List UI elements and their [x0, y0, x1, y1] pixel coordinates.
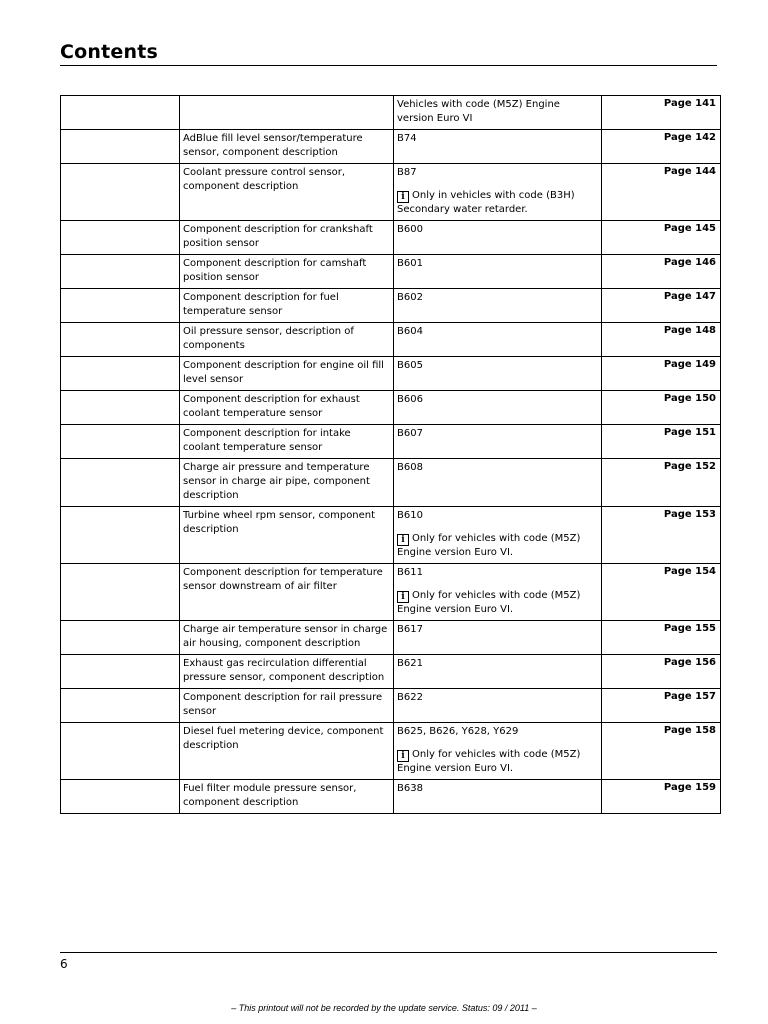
- row-component-code: B608: [397, 462, 423, 473]
- row-title: Charge air temperature sensor in charge air housing, component description: [180, 621, 394, 655]
- table-row: [61, 391, 721, 425]
- row-component-code: B87: [397, 167, 417, 178]
- row-component-code: B601: [397, 258, 423, 269]
- row-component-code: Vehicles with code (M5Z) Engine version Euro VI: [397, 99, 560, 124]
- row-blank-cell: [61, 564, 180, 621]
- row-component-code: B625, B626, Y628, Y629: [397, 726, 519, 737]
- row-note-text: Only in vehicles with code (B3H) Secondary water retarder.: [397, 190, 575, 215]
- row-note: [397, 189, 598, 217]
- row-note: [397, 748, 598, 776]
- title-rule: [60, 65, 717, 66]
- row-component-code-cell: [394, 689, 602, 723]
- footer-rule: [60, 952, 717, 953]
- row-note-text: Only for vehicles with code (M5Z) Engine version Euro VI.: [397, 590, 581, 615]
- row-component-code: B610: [397, 510, 423, 521]
- row-component-code: B605: [397, 360, 423, 371]
- row-title: Component description for exhaust coolant temperature sensor: [180, 391, 394, 425]
- row-blank-cell: [61, 621, 180, 655]
- table-row: [61, 357, 721, 391]
- row-title: Component description for fuel temperature sensor: [180, 289, 394, 323]
- page-title: Contents: [60, 41, 159, 63]
- table-row: [61, 255, 721, 289]
- row-title: AdBlue fill level sensor/temperature sensor, component description: [180, 130, 394, 164]
- row-component-code-cell: [394, 130, 602, 164]
- row-blank-cell: [61, 507, 180, 564]
- row-page-reference: Page 141: [602, 96, 721, 130]
- row-title: Exhaust gas recirculation differential pressure sensor, component description: [180, 655, 394, 689]
- row-blank-cell: [61, 780, 180, 814]
- table-row: [61, 164, 721, 221]
- row-component-code: B621: [397, 658, 423, 669]
- row-component-code-cell: [394, 723, 602, 780]
- table-row: [61, 323, 721, 357]
- info-icon: i: [397, 191, 409, 203]
- row-page-reference: Page 149: [602, 357, 721, 391]
- row-page-reference: Page 158: [602, 723, 721, 780]
- table-row: [61, 221, 721, 255]
- row-page-reference: Page 145: [602, 221, 721, 255]
- row-component-code-cell: [394, 459, 602, 507]
- row-blank-cell: [61, 655, 180, 689]
- table-row: [61, 507, 721, 564]
- row-title: [180, 96, 394, 130]
- contents-table-body: [61, 96, 721, 814]
- row-component-code-cell: [394, 780, 602, 814]
- row-component-code-cell: [394, 289, 602, 323]
- row-component-code-cell: [394, 621, 602, 655]
- row-title: Diesel fuel metering device, component description: [180, 723, 394, 780]
- info-icon: i: [397, 591, 409, 603]
- row-component-code-cell: [394, 425, 602, 459]
- row-blank-cell: [61, 459, 180, 507]
- row-component-code-cell: [394, 357, 602, 391]
- row-component-code-cell: [394, 655, 602, 689]
- table-row: [61, 289, 721, 323]
- footer-note: – This printout will not be recorded by the update service. Status: 09 / 2011 –: [231, 1003, 537, 1013]
- row-page-reference: Page 146: [602, 255, 721, 289]
- table-row: [61, 425, 721, 459]
- row-component-code: B611: [397, 567, 423, 578]
- row-component-code-cell: [394, 221, 602, 255]
- row-title: Component description for camshaft position sensor: [180, 255, 394, 289]
- row-page-reference: Page 148: [602, 323, 721, 357]
- row-title: Oil pressure sensor, description of components: [180, 323, 394, 357]
- row-page-reference: Page 151: [602, 425, 721, 459]
- row-page-reference: Page 150: [602, 391, 721, 425]
- row-blank-cell: [61, 425, 180, 459]
- contents-table: [60, 95, 721, 814]
- row-component-code: B604: [397, 326, 423, 337]
- row-component-code-cell: [394, 255, 602, 289]
- row-blank-cell: [61, 96, 180, 130]
- table-row: [61, 723, 721, 780]
- row-page-reference: Page 142: [602, 130, 721, 164]
- row-title: Fuel filter module pressure sensor, component description: [180, 780, 394, 814]
- row-component-code: B74: [397, 133, 417, 144]
- row-page-reference: Page 156: [602, 655, 721, 689]
- row-title: Coolant pressure control sensor, component description: [180, 164, 394, 221]
- table-row: [61, 655, 721, 689]
- row-blank-cell: [61, 221, 180, 255]
- row-title: Turbine wheel rpm sensor, component description: [180, 507, 394, 564]
- row-component-code-cell: [394, 323, 602, 357]
- row-page-reference: Page 159: [602, 780, 721, 814]
- row-component-code: B607: [397, 428, 423, 439]
- row-blank-cell: [61, 130, 180, 164]
- row-page-reference: Page 144: [602, 164, 721, 221]
- table-row: [61, 689, 721, 723]
- row-title: Component description for rail pressure sensor: [180, 689, 394, 723]
- table-row: [61, 621, 721, 655]
- row-blank-cell: [61, 323, 180, 357]
- row-title: Component description for temperature sensor downstream of air filter: [180, 564, 394, 621]
- info-icon: i: [397, 534, 409, 546]
- row-blank-cell: [61, 723, 180, 780]
- row-component-code: B622: [397, 692, 423, 703]
- row-blank-cell: [61, 255, 180, 289]
- table-row: [61, 96, 721, 130]
- row-blank-cell: [61, 391, 180, 425]
- row-page-reference: Page 153: [602, 507, 721, 564]
- row-blank-cell: [61, 289, 180, 323]
- row-note-text: Only for vehicles with code (M5Z) Engine version Euro VI.: [397, 749, 581, 774]
- row-title: Component description for crankshaft position sensor: [180, 221, 394, 255]
- row-note: [397, 532, 598, 560]
- row-blank-cell: [61, 357, 180, 391]
- row-component-code-cell: [394, 96, 602, 130]
- row-note-text: Only for vehicles with code (M5Z) Engine version Euro VI.: [397, 533, 581, 558]
- row-component-code: B638: [397, 783, 423, 794]
- row-component-code-cell: [394, 564, 602, 621]
- row-component-code-cell: [394, 391, 602, 425]
- table-row: [61, 780, 721, 814]
- row-note: [397, 589, 598, 617]
- row-component-code: B602: [397, 292, 423, 303]
- row-component-code-cell: [394, 164, 602, 221]
- row-page-reference: Page 155: [602, 621, 721, 655]
- row-component-code: B600: [397, 224, 423, 235]
- row-blank-cell: [61, 689, 180, 723]
- row-component-code: B617: [397, 624, 423, 635]
- row-page-reference: Page 157: [602, 689, 721, 723]
- row-page-reference: Page 152: [602, 459, 721, 507]
- row-title: Component description for intake coolant temperature sensor: [180, 425, 394, 459]
- row-blank-cell: [61, 164, 180, 221]
- table-row: [61, 459, 721, 507]
- row-component-code-cell: [394, 507, 602, 564]
- row-component-code: B606: [397, 394, 423, 405]
- row-page-reference: Page 147: [602, 289, 721, 323]
- info-icon: i: [397, 750, 409, 762]
- table-row: [61, 130, 721, 164]
- row-page-reference: Page 154: [602, 564, 721, 621]
- page-number: 6: [60, 957, 68, 971]
- row-title: Component description for engine oil fill level sensor: [180, 357, 394, 391]
- table-row: [61, 564, 721, 621]
- row-title: Charge air pressure and temperature sensor in charge air pipe, component description: [180, 459, 394, 507]
